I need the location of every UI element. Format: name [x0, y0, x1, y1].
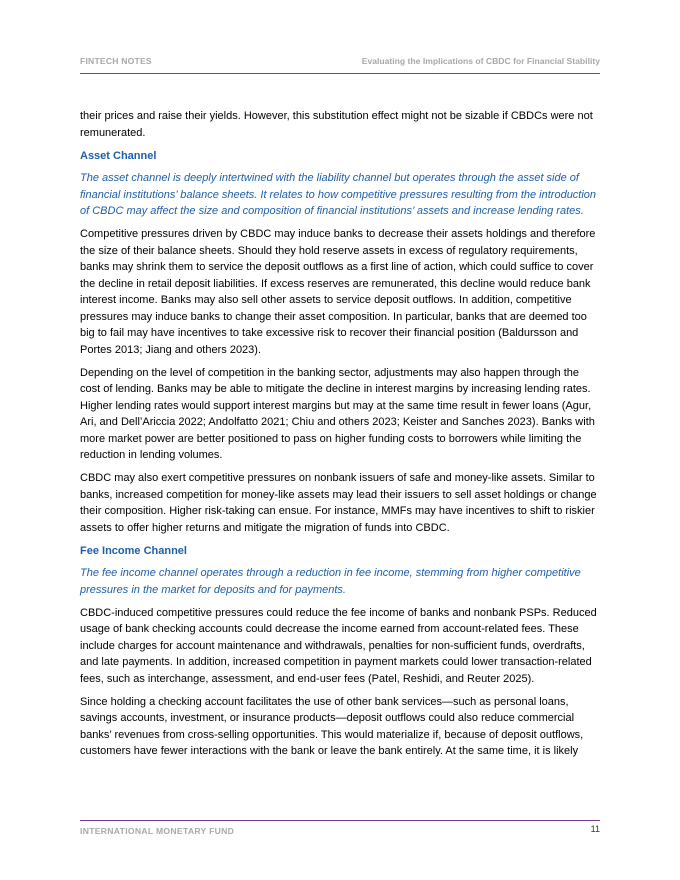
header-series-title: FINTECH NOTES	[80, 56, 152, 66]
paragraph-continued: their prices and raise their yields. However, this substitution effect might not be sizable if CBDCs were not remunerated.	[80, 110, 593, 139]
page-number: 11	[590, 824, 600, 834]
running-header	[80, 56, 600, 74]
heading-fee-income-channel: Fee Income Channel	[80, 544, 187, 557]
fee-paragraph-2: Since holding a checking account facilitates the use of other bank services—such as personal loans, savings accounts, investment, or insurance products—deposit outflows could also reduce commercial banks’ revenues from cross-selling opportunities. This would materialize if, because of deposit outflows, customers have fewer interactions with the bank or leave the bank entirely. At the same time, it is likely	[80, 695, 584, 757]
asset-paragraph-3: CBDC may also exert competitive pressures on nonbank issuers of safe and money-like assets. Similar to banks, increased competition for money-like assets may lead their issuers to sell asset holdings or change their composition. Higher risk-taking can ensue. For instance, MMFs may have incentives to shift to riskier assets to offer higher returns and mitigate the migration of funds into CBDC.	[80, 472, 597, 534]
asset-paragraph-2: Depending on the level of competition in the banking sector, adjustments may also happen through the cost of lending. Banks may be able to mitigate the decline in interest margins by increasing lending rates. Higher lending rates would support interest margins but may at the same time result in fewer loans (Agur, Ari, and Dell’Ariccia 2022; Andolfatto 2021; Chiu and others 2023; Keister and Sanches 2023). Banks with more market power are better positioned to pass on higher funding costs to borrowers while limiting the reduction in lending volumes.	[80, 366, 595, 461]
asset-paragraph-1: Competitive pressures driven by CBDC may induce banks to decrease their assets holdings and therefore the size of their balance sheets. Should they hold reserve assets in excess of regulatory requirements, banks may shrink them to service the deposit outflows as a first line of action, which could suffice to cover the decline in retail deposit liabilities. If excess reserves are remunerated, this decline would reduce bank interest income. Banks may also sell other assets to service deposit outflows. In addition, competitive pressures may induce banks to change their asset composition. In particular, banks that are deemed too big to fail may have incentives to take excessive risk to recover their financial position (Baldursson and Portes 2013; Jiang and others 2023).	[80, 228, 596, 356]
footer-publisher: INTERNATIONAL MONETARY FUND	[80, 826, 235, 836]
heading-asset-channel: Asset Channel	[80, 149, 157, 162]
running-footer	[80, 820, 600, 836]
main-content	[80, 108, 601, 766]
fee-channel-intro: The fee income channel operates through a reduction in fee income, stemming from higher competitive pressures in the market for deposits and for payments.	[80, 567, 581, 596]
header-document-title: Evaluating the Implications of CBDC for Financial Stability	[361, 56, 600, 66]
fee-paragraph-1: CBDC-induced competitive pressures could reduce the fee income of banks and nonbank PSPs. Reduced usage of bank checking accounts could decrease the income earned from account-related fees. These include charges for account maintenance and withdrawals, penalties for non-sufficient funds, overdrafts, and late payments. In addition, increased competition in payment markets could lower transaction-related fees, such as interchange, assessment, and end-user fees (Patel, Reshidi, and Reuter 2025).	[80, 606, 597, 685]
asset-channel-intro: The asset channel is deeply intertwined with the liability channel but operates through the asset side of financial institutions’ balance sheets. It relates to how competitive pressures resulting from the introduction of CBDC may affect the size and composition of financial institutions’ assets and increase lending rates.	[80, 172, 597, 217]
